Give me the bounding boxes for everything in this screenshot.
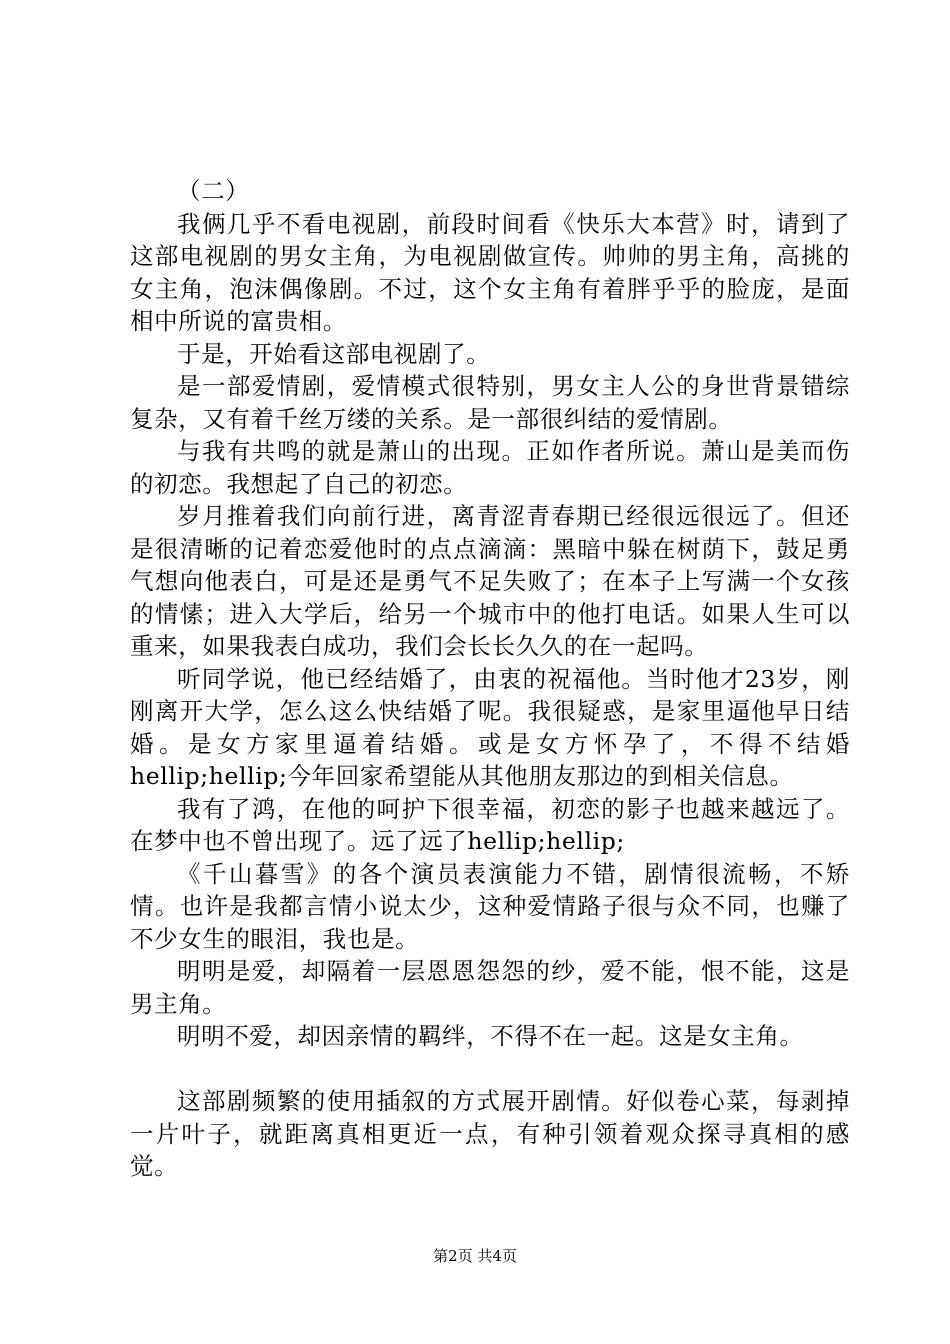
- page-footer: 第2页 共4页: [433, 1247, 517, 1265]
- paragraph: 《千山暮雪》的各个演员表演能力不错，剧情很流畅，不矫情。也许是我都言情小说太少，这种爱情路子很与众不同，也赚了不少女生的眼泪，我也是。: [130, 859, 850, 953]
- paragraph: 明明不爱，却因亲情的羁绊，不得不在一起。这是女主角。: [177, 1022, 804, 1050]
- paragraph: 这部剧频繁的使用插叙的方式展开剧情。好似卷心菜，每剥掉一片叶子，就距离真相更近一点，有种引领着观众探寻真相的感觉。: [130, 1087, 850, 1180]
- paragraph: 与我有共鸣的就是萧山的出现。正如作者所说。萧山是美而伤的初恋。我想起了自己的初恋。: [130, 437, 850, 498]
- paragraph: 岁月推着我们向前行进，离青涩青春期已经很远很远了。但还是很清晰的记着恋爱他时的点点滴滴：黑暗中躲在树荫下，鼓足勇气想向他表白，可是还是勇气不足失败了；在本子上写满一个女孩的情愫；进入大学后，给另一个城市中的他打电话。如果人生可以重来，如果我表白成功，我们会长长久久的在一起吗。: [130, 502, 850, 660]
- paragraph-spacer: [130, 1053, 850, 1086]
- paragraph: 于是，开始看这部电视剧了。: [177, 339, 491, 368]
- paragraph: 明明是爱，却隔着一层恩恩怨怨的纱，爱不能，恨不能，这是男主角。: [130, 957, 850, 1018]
- paragraph: 我俩几乎不看电视剧，前段时间看《快乐大本营》时，请到了这部电视剧的男女主角，为电视剧做宣传。帅帅的男主角，高挑的女主角，泡沫偶像剧。不过，这个女主角有着胖乎乎的脸庞，是面相中所说的富贵相。: [130, 209, 850, 335]
- paragraph: 听同学说，他已经结婚了，由衷的祝福他。当时他才23岁，刚刚离开大学，怎么这么快结婚了呢。我很疑惑，是家里逼他早日结婚。是女方家里逼着结婚。或是女方怀孕了，不得不结婚hellip;hellip;今年回家希望能从其他朋友那边的到相关信息。: [130, 664, 850, 790]
- paragraph: 是一部爱情剧，爱情模式很特别，男女主人公的身世背景错综复杂，又有着千丝万缕的关系。是一部很纠结的爱情剧。: [130, 372, 850, 433]
- paragraph: 我有了鸿，在他的呵护下很幸福，初恋的影子也越来越远了。在梦中也不曾出现了。远了远了hellip;hellip;: [130, 794, 850, 855]
- document-body: [130, 175, 850, 1183]
- section-heading: （二）: [177, 177, 250, 205]
